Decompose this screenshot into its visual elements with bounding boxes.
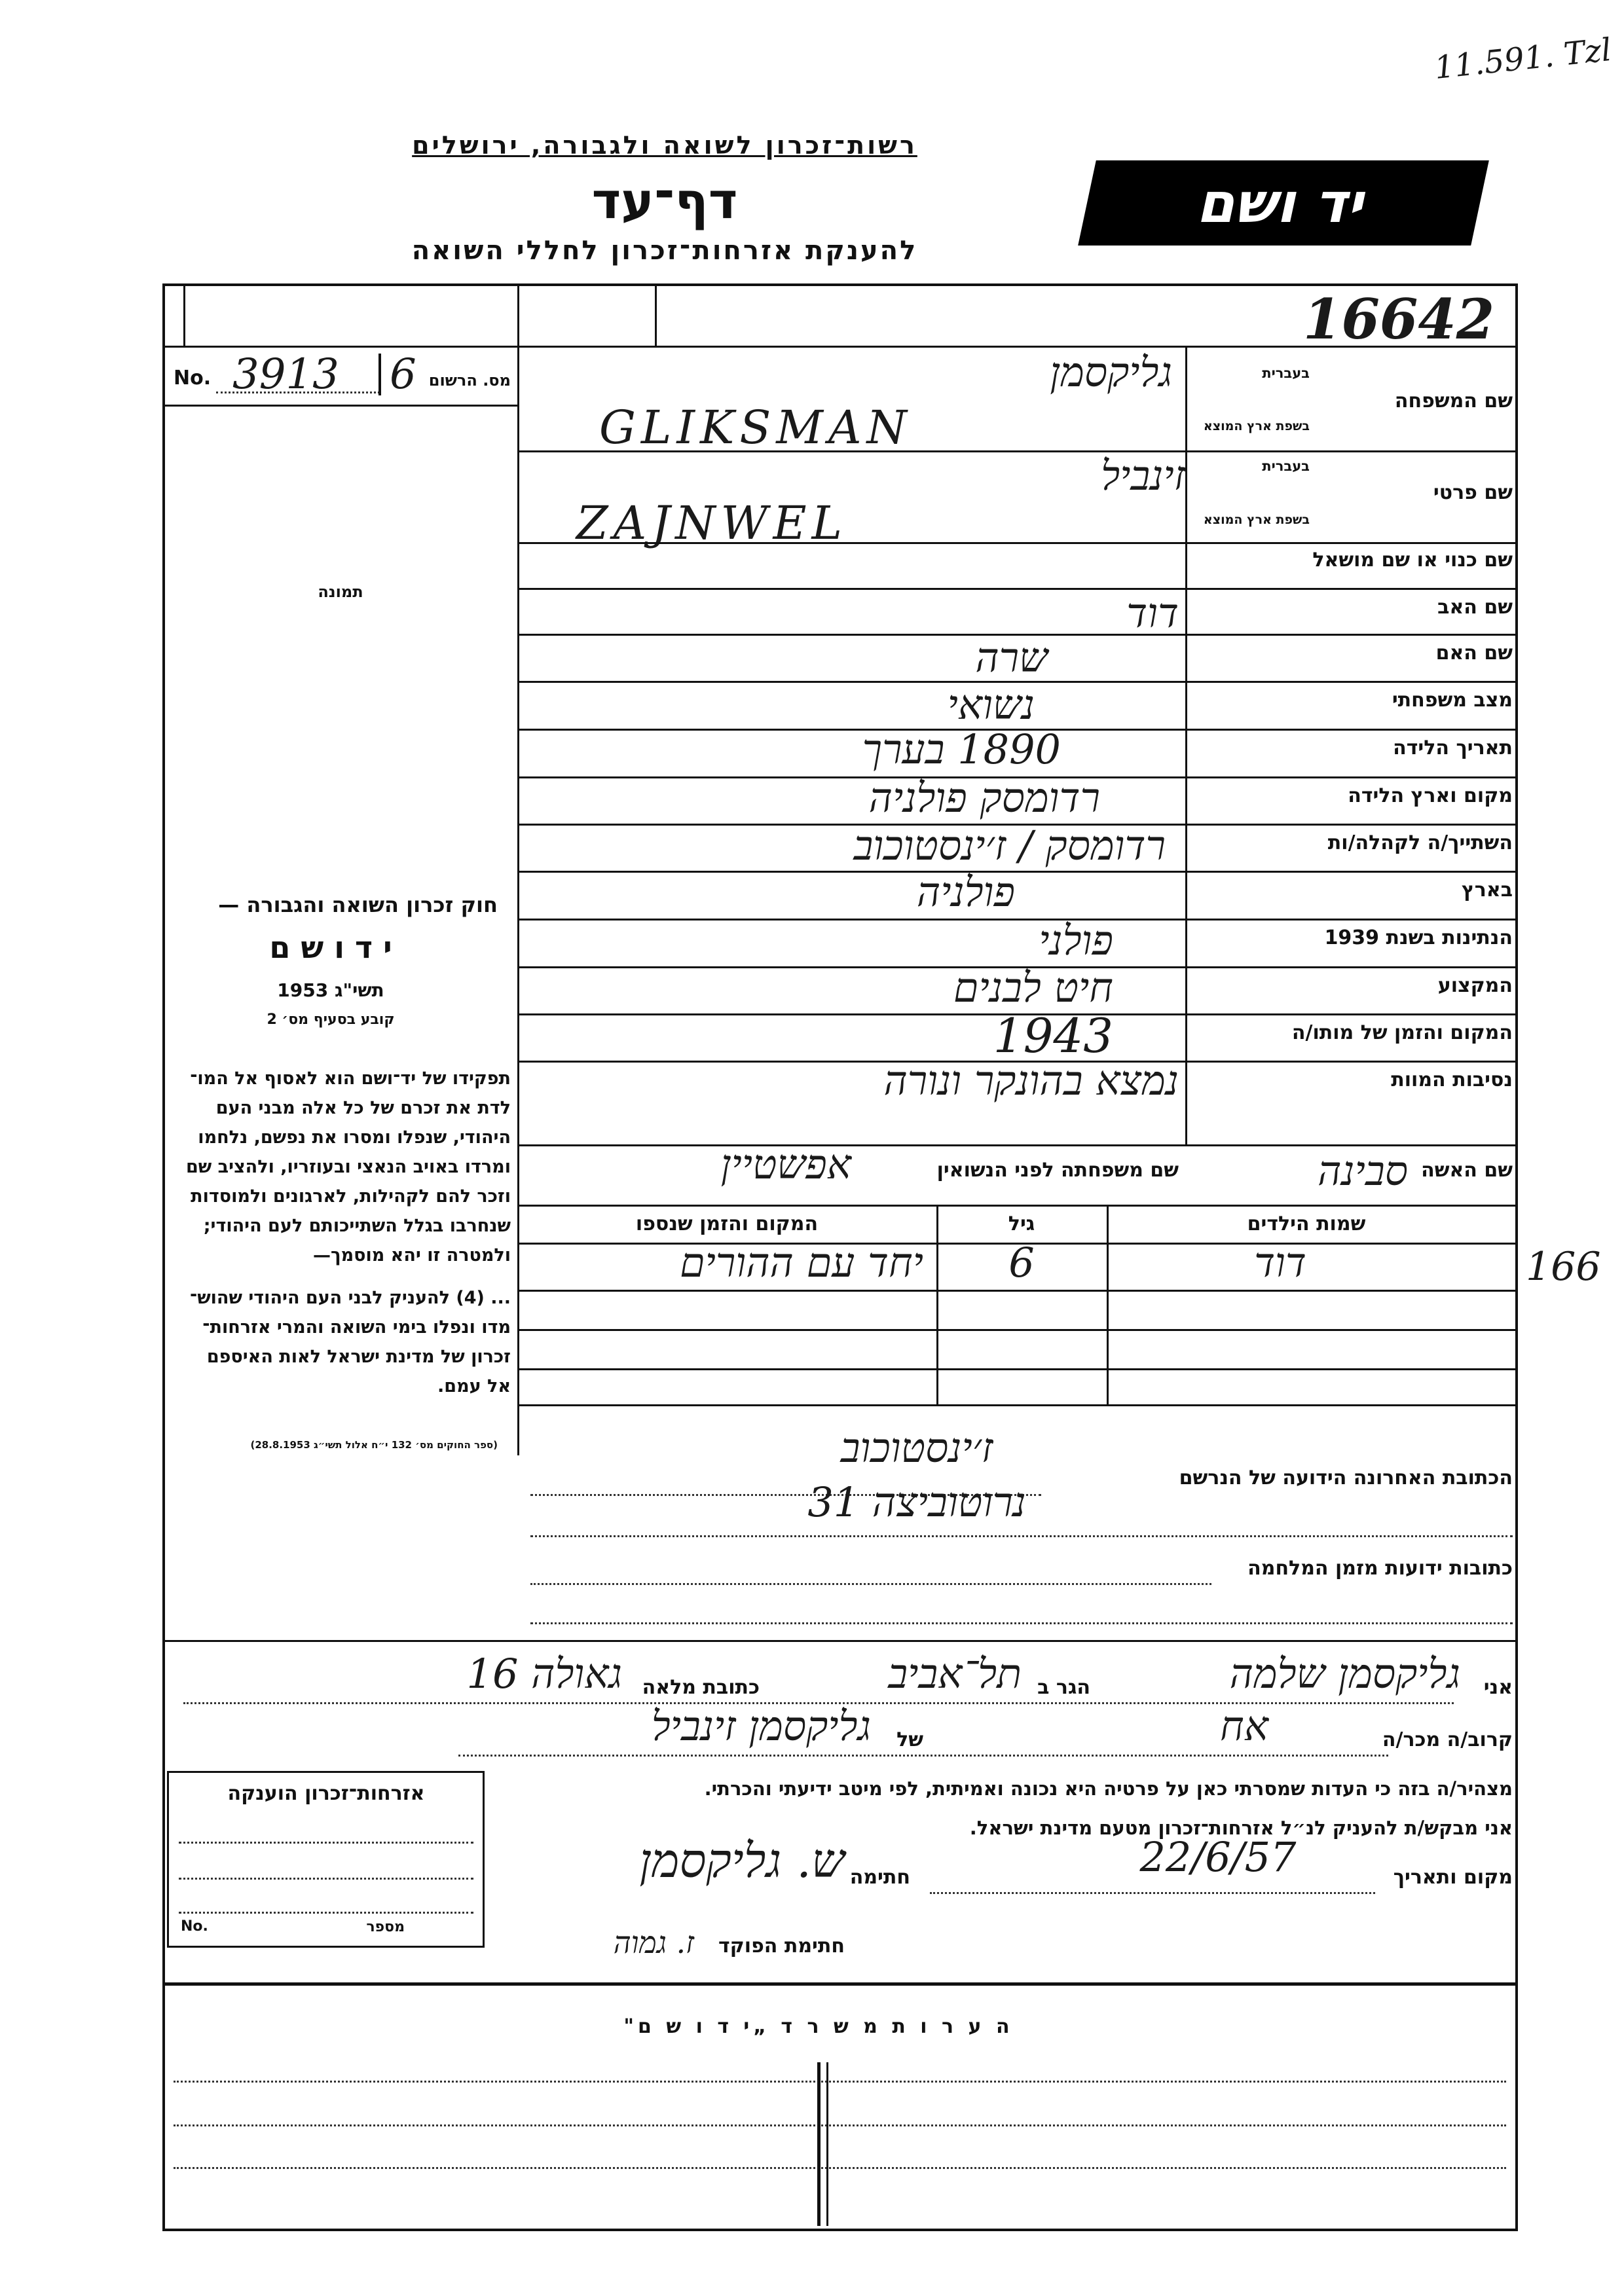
law-line: ... (4) להעניק לבני העם היהודי שהוש־ [189, 1288, 511, 1308]
law-line: זכרון של מדינת ישראל לאות האיספם [206, 1347, 511, 1367]
of-name: גליקסמן זינביל [651, 1702, 871, 1750]
signature-label: חתימה [849, 1866, 910, 1889]
law-year: תשי"ג 1953 [277, 979, 384, 1001]
mother-label: שם האם [1435, 642, 1513, 665]
officer-signature-label: חתימת הפוקד [718, 1935, 845, 1958]
law-line: לדת את זכרם של כל אלה מבני העם [215, 1098, 511, 1118]
law-line: ומרדו באויב הנאצי ובעוזריו, ולהציב שם [185, 1157, 511, 1177]
birth-date-label: תאריך הלידה [1393, 737, 1513, 759]
family-name-hebrew: גליקסמן [1050, 348, 1172, 396]
death-circumstances-value: נמצא בהונקר ונורה [883, 1057, 1179, 1104]
first-hebrew-tag: בעברית [1262, 458, 1310, 474]
child-name: דוד [1254, 1239, 1306, 1286]
country-value: פולניה [916, 868, 1015, 916]
law-heading: חוק זכרון השואה והגבורה — [218, 892, 498, 917]
birth-date-value: 1890 בערך [862, 725, 1061, 773]
death-place-time-label: המקום והזמן של מותו/ה [1291, 1021, 1513, 1044]
declarant-street: גאולה 16 [466, 1650, 622, 1698]
of-label: של [896, 1728, 923, 1751]
first-name-label: שם פרטי [1433, 481, 1513, 504]
citizenship-no-prefix: No. [181, 1918, 208, 1935]
relation-label: קרוב/ה מכר/ה [1382, 1728, 1513, 1751]
authority-line: רשות־זכרון לשואה ולגבורה, ירושלים [412, 131, 917, 160]
registration-no-prefix: No. [174, 367, 212, 390]
form-title: דף־עד [591, 172, 738, 230]
marital-label: מצב משפחתי [1392, 689, 1513, 712]
last-address-line2: נרוטוביצה 31 [807, 1478, 1026, 1526]
citizenship-box [167, 1771, 485, 1948]
children-margin-note: 166 [1526, 1244, 1601, 1290]
birth-place-label: מקום וארץ הלידה [1348, 784, 1513, 807]
registration-suffix: 6 [390, 350, 416, 399]
law-line: וזכר להם לקהילות, לארגונים ולמוסדות [191, 1186, 511, 1207]
community-value: רדומסק / ז׳ינסטוכוב [853, 822, 1166, 869]
birth-place-value: רדומסק פולניה [868, 774, 1100, 822]
registration-label: מס. הרשום [428, 371, 511, 390]
wife-label: שם האשה [1421, 1159, 1513, 1182]
yad-vashem-logo [1078, 160, 1489, 246]
declarant-city: תל־אביב [888, 1650, 1022, 1698]
nationality-label: הנתינות בשנת 1939 [1324, 926, 1513, 949]
father-label: שם האב [1437, 596, 1513, 619]
last-address-line1: ז׳ינסטוכוב [840, 1424, 993, 1472]
wife-maiden-value: אפשטיין [720, 1140, 851, 1188]
wartime-addresses-label: כתובות ידועות מזמן המלחמה [1247, 1557, 1513, 1580]
country-label: בארץ [1461, 879, 1513, 902]
full-address-label: כתובת מלאה [642, 1676, 760, 1699]
declarant-signature: ש. גליקסמן [639, 1833, 845, 1888]
law-clause: קובע בסעיף מס׳ 2 [267, 1011, 395, 1028]
citizenship-title: אזרחות־זכרון הוענקה [227, 1782, 425, 1805]
death-place-time-value: 1943 [993, 1008, 1113, 1063]
father-value: דוד [1126, 589, 1179, 637]
law-line: שנחרבו בגלל השתייכותם לעם היהודי; [203, 1216, 511, 1236]
law-footnote: (ספר החוקים מס׳ 132 י״ח אלול תשי״ג 28.8.1953) [250, 1439, 498, 1451]
citizenship-number-label: מספר [366, 1919, 405, 1935]
corner-number: 11.591. Tzl [1432, 31, 1614, 87]
children-names-header: שמות הילדים [1247, 1212, 1366, 1235]
photo-label: תמונה [318, 583, 363, 601]
nickname-label: שם כנוי או שם מושאל [1312, 549, 1513, 572]
office-notes-title: ה ע ר ו ת מ ש ר ד „י ד ו ש ם" [623, 2015, 1014, 2038]
community-label: השתייך/ה לקהלה/ות [1327, 831, 1513, 854]
label-column-divider [1185, 346, 1187, 1144]
first-origin-tag: בשפת ארץ המוצא [1203, 513, 1310, 527]
place-date-label: מקום ותאריך [1393, 1866, 1513, 1889]
registration-number: 3913 [232, 350, 339, 399]
last-address-label: הכתובת האחרונה הידועה של הנרשם [1179, 1467, 1513, 1489]
death-circumstances-label: נסיבות המוות [1391, 1068, 1513, 1091]
declaration-text: מצהיר/ה בזה כי העדות שמסרתי כאן על פרטיה היא נכונה ואמיתית, לפי מיטב ידיעתי והכרתי. [704, 1777, 1513, 1800]
children-age-header: גיל [1008, 1212, 1035, 1235]
family-name-label: שם המשפחה [1394, 390, 1513, 412]
law-line: תפקידו של יד־ושם הוא לאסוף אל המו־ [190, 1068, 511, 1089]
officer-signature: ז. גמוה [613, 1925, 694, 1960]
wife-maiden-label: שם משפחתה לפני הנשואין [936, 1159, 1179, 1182]
left-column-divider [517, 346, 519, 1455]
relation-value: אח [1220, 1702, 1268, 1750]
law-line: מדו ונפלו בימי השואה והמרי אזרחות־ [202, 1317, 511, 1338]
mother-value: שרה [975, 634, 1048, 682]
sheet-number: 16642 [1303, 287, 1495, 352]
first-name-latin: ZAJNWEL [576, 496, 848, 550]
wife-value: סבינה [1318, 1147, 1408, 1195]
law-line: היהודי, שנפלו ומסרו את נפשם, נלחמו [198, 1127, 511, 1148]
place-date-value: 22/6/57 [1139, 1833, 1297, 1881]
family-origin-tag: בשפת ארץ המוצא [1203, 419, 1310, 433]
law-text [164, 1064, 511, 1401]
family-hebrew-tag: בעברית [1262, 365, 1310, 381]
law-line: ולמטרה זו יהא מוסמך— [312, 1245, 511, 1266]
first-name-hebrew: זינביל [1101, 452, 1185, 500]
request-text: אני מבקש/ת להעניק לנ״ל אזרחות־זכרון מטעם מדינת ישראל. [969, 1817, 1513, 1839]
law-line: אל עמם. [437, 1376, 511, 1396]
profession-label: המקצוע [1437, 974, 1513, 997]
child-place-time: יחד עם ההורים [679, 1239, 923, 1286]
form-subtitle: להענקת אזרחות־זכרון לחללי השואה [411, 236, 918, 266]
marital-value: נשואי [947, 681, 1035, 729]
declarant-resides: הגר ב [1037, 1676, 1090, 1699]
child-age: 6 [1008, 1239, 1035, 1286]
family-name-latin: GLIKSMAN [599, 401, 912, 454]
declarant-name: גליקסמן שלמה [1229, 1650, 1460, 1698]
declarant-ani: אני [1483, 1676, 1513, 1699]
nationality-value: פולני [1039, 917, 1113, 964]
law-name: י ד ו ש ם [269, 930, 392, 965]
children-place-header: המקום והזמן שנספו [635, 1212, 819, 1235]
logo-text: יד ושם [1193, 171, 1374, 235]
profession-value: חיט לבנים [953, 964, 1113, 1011]
